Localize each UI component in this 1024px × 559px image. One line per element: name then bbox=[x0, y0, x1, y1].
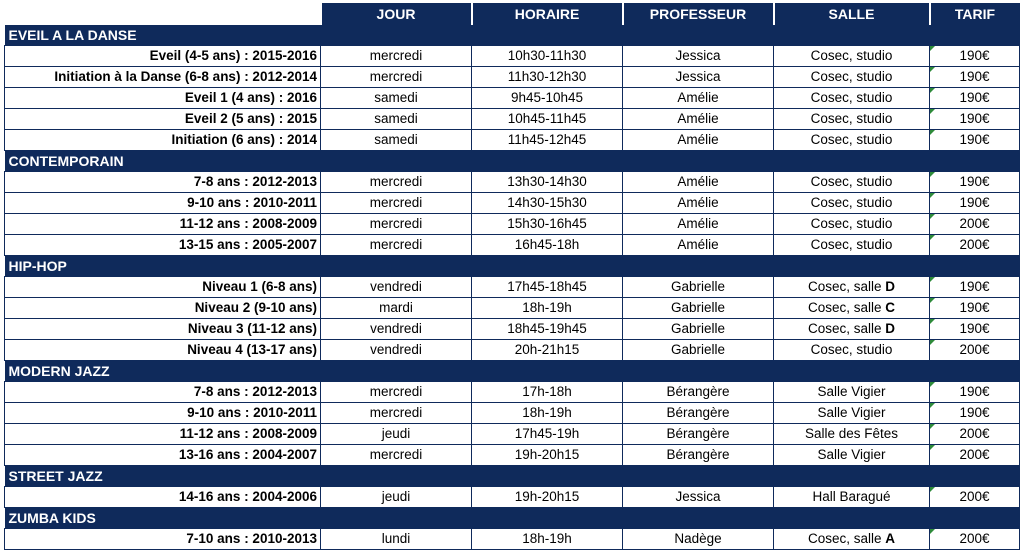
course-label-cell: Eveil 2 (5 ans) : 2015 bbox=[5, 109, 321, 130]
jour-cell: mercredi bbox=[321, 46, 472, 67]
salle-text: Cosec, salle bbox=[807, 300, 886, 315]
course-label-cell: Niveau 4 (13-17 ans) bbox=[5, 340, 321, 361]
horaire-cell: 16h45-18h bbox=[472, 235, 623, 256]
jour-cell: mercredi bbox=[321, 67, 472, 88]
table-row bbox=[5, 403, 1020, 424]
section-title: CONTEMPORAIN bbox=[5, 151, 1020, 172]
professeur-cell: Amélie bbox=[623, 193, 774, 214]
horaire-cell: 10h45-11h45 bbox=[472, 109, 623, 130]
horaire-cell: 15h30-16h45 bbox=[472, 214, 623, 235]
salle-cell bbox=[774, 67, 930, 88]
section-header-row bbox=[5, 508, 1020, 529]
professeur-cell: Amélie bbox=[623, 214, 774, 235]
tarif-cell: 190€ bbox=[930, 319, 1020, 340]
horaire-cell: 18h45-19h45 bbox=[472, 319, 623, 340]
salle-cell bbox=[774, 235, 930, 256]
salle-letter: D bbox=[885, 321, 896, 336]
professeur-cell: Gabrielle bbox=[623, 319, 774, 340]
salle-cell bbox=[774, 109, 930, 130]
course-label-cell: 13-16 ans : 2004-2007 bbox=[5, 445, 321, 466]
course-label-cell: Eveil 1 (4 ans) : 2016 bbox=[5, 88, 321, 109]
header-tarif: TARIF bbox=[930, 3, 1020, 25]
schedule-body bbox=[5, 25, 1020, 550]
salle-text: Cosec, studio bbox=[810, 216, 893, 231]
horaire-cell: 19h-20h15 bbox=[472, 445, 623, 466]
course-label-cell: Niveau 2 (9-10 ans) bbox=[5, 298, 321, 319]
professeur-cell: Bérangère bbox=[623, 382, 774, 403]
table-row bbox=[5, 193, 1020, 214]
salle-cell bbox=[774, 193, 930, 214]
tarif-cell: 190€ bbox=[930, 130, 1020, 151]
salle-cell bbox=[774, 445, 930, 466]
horaire-cell: 11h30-12h30 bbox=[472, 67, 623, 88]
salle-cell bbox=[774, 487, 930, 508]
table-row bbox=[5, 277, 1020, 298]
course-label-cell: Niveau 3 (11-12 ans) bbox=[5, 319, 321, 340]
course-label-cell: 9-10 ans : 2010-2011 bbox=[5, 403, 321, 424]
salle-cell bbox=[774, 172, 930, 193]
salle-text: Salle Vigier bbox=[817, 384, 886, 399]
salle-text: Cosec, studio bbox=[810, 237, 893, 252]
table-row bbox=[5, 67, 1020, 88]
salle-cell bbox=[774, 382, 930, 403]
jour-cell: mercredi bbox=[321, 214, 472, 235]
salle-cell bbox=[774, 46, 930, 67]
course-label-cell: 9-10 ans : 2010-2011 bbox=[5, 193, 321, 214]
table-row bbox=[5, 529, 1020, 550]
horaire-cell: 18h-19h bbox=[472, 529, 623, 550]
salle-cell bbox=[774, 130, 930, 151]
table-row bbox=[5, 46, 1020, 67]
tarif-cell: 190€ bbox=[930, 382, 1020, 403]
section-title: MODERN JAZZ bbox=[5, 361, 1020, 382]
professeur-cell: Amélie bbox=[623, 172, 774, 193]
tarif-cell: 200€ bbox=[930, 340, 1020, 361]
table-row bbox=[5, 319, 1020, 340]
table-row bbox=[5, 88, 1020, 109]
tarif-cell: 200€ bbox=[930, 424, 1020, 445]
jour-cell: vendredi bbox=[321, 340, 472, 361]
header-jour: JOUR bbox=[321, 3, 472, 25]
salle-text: Cosec, studio bbox=[810, 69, 893, 84]
jour-cell: samedi bbox=[321, 109, 472, 130]
horaire-cell: 18h-19h bbox=[472, 403, 623, 424]
salle-cell bbox=[774, 403, 930, 424]
horaire-cell: 11h45-12h45 bbox=[472, 130, 623, 151]
salle-text: Cosec, studio bbox=[810, 342, 893, 357]
schedule-table bbox=[4, 3, 1020, 550]
section-title: EVEIL A LA DANSE bbox=[5, 25, 1020, 46]
course-label-cell: 14-16 ans : 2004-2006 bbox=[5, 487, 321, 508]
salle-cell bbox=[774, 88, 930, 109]
jour-cell: vendredi bbox=[321, 319, 472, 340]
professeur-cell: Amélie bbox=[623, 109, 774, 130]
table-row bbox=[5, 424, 1020, 445]
professeur-cell: Gabrielle bbox=[623, 277, 774, 298]
tarif-cell: 200€ bbox=[930, 214, 1020, 235]
professeur-cell: Bérangère bbox=[623, 445, 774, 466]
jour-cell: jeudi bbox=[321, 424, 472, 445]
header-professeur: PROFESSEUR bbox=[623, 3, 774, 25]
jour-cell: mercredi bbox=[321, 403, 472, 424]
salle-cell bbox=[774, 424, 930, 445]
section-title: STREET JAZZ bbox=[5, 466, 1020, 487]
salle-text: Cosec, studio bbox=[810, 111, 893, 126]
tarif-cell: 190€ bbox=[930, 193, 1020, 214]
professeur-cell: Bérangère bbox=[623, 403, 774, 424]
course-label-cell: Initiation (6 ans) : 2014 bbox=[5, 130, 321, 151]
jour-cell: mercredi bbox=[321, 193, 472, 214]
table-row bbox=[5, 445, 1020, 466]
tarif-cell: 190€ bbox=[930, 46, 1020, 67]
header-salle: SALLE bbox=[774, 3, 930, 25]
jour-cell: mercredi bbox=[321, 382, 472, 403]
horaire-cell: 17h45-19h bbox=[472, 424, 623, 445]
salle-cell bbox=[774, 214, 930, 235]
section-title: HIP-HOP bbox=[5, 256, 1020, 277]
salle-text: Hall Baragué bbox=[812, 489, 891, 504]
tarif-cell: 200€ bbox=[930, 529, 1020, 550]
professeur-cell: Gabrielle bbox=[623, 340, 774, 361]
table-row bbox=[5, 214, 1020, 235]
course-label-cell: 11-12 ans : 2008-2009 bbox=[5, 214, 321, 235]
section-header-row bbox=[5, 151, 1020, 172]
jour-cell: lundi bbox=[321, 529, 472, 550]
professeur-cell: Jessica bbox=[623, 67, 774, 88]
tarif-cell: 190€ bbox=[930, 67, 1020, 88]
professeur-cell: Gabrielle bbox=[623, 298, 774, 319]
salle-cell bbox=[774, 298, 930, 319]
section-header-row bbox=[5, 466, 1020, 487]
table-row bbox=[5, 487, 1020, 508]
salle-text: Cosec, studio bbox=[810, 90, 893, 105]
horaire-cell: 19h-20h15 bbox=[472, 487, 623, 508]
professeur-cell: Amélie bbox=[623, 88, 774, 109]
table-row bbox=[5, 382, 1020, 403]
table-row bbox=[5, 109, 1020, 130]
course-label-cell: Eveil (4-5 ans) : 2015-2016 bbox=[5, 46, 321, 67]
tarif-cell: 190€ bbox=[930, 88, 1020, 109]
salle-text: Cosec, studio bbox=[810, 195, 893, 210]
salle-text: Cosec, salle bbox=[807, 279, 886, 294]
professeur-cell: Amélie bbox=[623, 235, 774, 256]
tarif-cell: 200€ bbox=[930, 445, 1020, 466]
table-row bbox=[5, 130, 1020, 151]
course-label-cell: 11-12 ans : 2008-2009 bbox=[5, 424, 321, 445]
horaire-cell: 20h-21h15 bbox=[472, 340, 623, 361]
salle-cell bbox=[774, 319, 930, 340]
salle-cell bbox=[774, 529, 930, 550]
salle-text: Cosec, studio bbox=[810, 132, 893, 147]
jour-cell: samedi bbox=[321, 130, 472, 151]
professeur-cell: Amélie bbox=[623, 130, 774, 151]
table-row bbox=[5, 235, 1020, 256]
tarif-cell: 190€ bbox=[930, 277, 1020, 298]
salle-letter: A bbox=[885, 531, 896, 546]
salle-text: Salle des Fêtes bbox=[804, 426, 899, 441]
section-title: ZUMBA KIDS bbox=[5, 508, 1020, 529]
header-row bbox=[5, 3, 1020, 25]
tarif-cell: 190€ bbox=[930, 298, 1020, 319]
professeur-cell: Bérangère bbox=[623, 424, 774, 445]
salle-letter: C bbox=[885, 300, 896, 315]
professeur-cell: Jessica bbox=[623, 487, 774, 508]
horaire-cell: 9h45-10h45 bbox=[472, 88, 623, 109]
professeur-cell: Nadège bbox=[623, 529, 774, 550]
jour-cell: mercredi bbox=[321, 235, 472, 256]
salle-text: Salle Vigier bbox=[817, 405, 886, 420]
salle-cell bbox=[774, 277, 930, 298]
salle-text: Cosec, salle bbox=[807, 321, 886, 336]
table-row bbox=[5, 298, 1020, 319]
tarif-cell: 190€ bbox=[930, 109, 1020, 130]
section-header-row bbox=[5, 361, 1020, 382]
salle-text: Cosec, salle bbox=[807, 531, 886, 546]
professeur-cell: Jessica bbox=[623, 46, 774, 67]
jour-cell: mercredi bbox=[321, 172, 472, 193]
salle-text: Cosec, studio bbox=[810, 48, 893, 63]
table-row bbox=[5, 172, 1020, 193]
course-label-cell: 13-15 ans : 2005-2007 bbox=[5, 235, 321, 256]
jour-cell: mercredi bbox=[321, 445, 472, 466]
salle-letter: D bbox=[885, 279, 896, 294]
course-label-cell: 7-10 ans : 2010-2013 bbox=[5, 529, 321, 550]
salle-text: Salle Vigier bbox=[817, 447, 886, 462]
horaire-cell: 18h-19h bbox=[472, 298, 623, 319]
course-label-cell: 7-8 ans : 2012-2013 bbox=[5, 172, 321, 193]
tarif-cell: 190€ bbox=[930, 403, 1020, 424]
course-label-cell: Niveau 1 (6-8 ans) bbox=[5, 277, 321, 298]
course-label-cell: 7-8 ans : 2012-2013 bbox=[5, 382, 321, 403]
jour-cell: vendredi bbox=[321, 277, 472, 298]
salle-cell bbox=[774, 340, 930, 361]
horaire-cell: 10h30-11h30 bbox=[472, 46, 623, 67]
header-blank-cell bbox=[5, 3, 321, 25]
salle-text: Cosec, studio bbox=[810, 174, 893, 189]
jour-cell: jeudi bbox=[321, 487, 472, 508]
section-header-row bbox=[5, 256, 1020, 277]
horaire-cell: 17h-18h bbox=[472, 382, 623, 403]
jour-cell: samedi bbox=[321, 88, 472, 109]
header-horaire: HORAIRE bbox=[472, 3, 623, 25]
horaire-cell: 13h30-14h30 bbox=[472, 172, 623, 193]
horaire-cell: 14h30-15h30 bbox=[472, 193, 623, 214]
table-row bbox=[5, 340, 1020, 361]
course-label-cell: Initiation à la Danse (6-8 ans) : 2012-2014 bbox=[5, 67, 321, 88]
tarif-cell: 190€ bbox=[930, 172, 1020, 193]
section-header-row bbox=[5, 25, 1020, 46]
tarif-cell: 200€ bbox=[930, 235, 1020, 256]
tarif-cell: 200€ bbox=[930, 487, 1020, 508]
horaire-cell: 17h45-18h45 bbox=[472, 277, 623, 298]
jour-cell: mardi bbox=[321, 298, 472, 319]
